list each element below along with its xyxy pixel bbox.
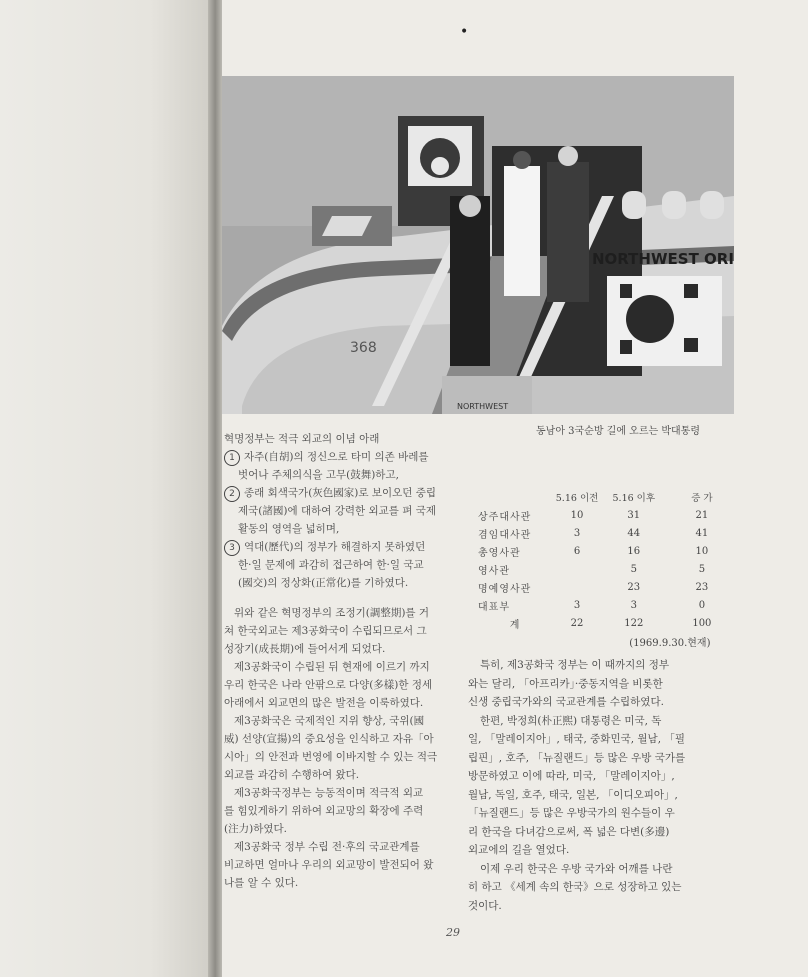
- column-header: 5.16 이후: [612, 493, 656, 504]
- list-item-text: 한·일 문제에 과감히 접근하여 한·일 국교: [238, 559, 424, 571]
- paragraph-line: 우리 한국은 나라 안팎으로 다양(多樣)한 정세: [224, 679, 433, 691]
- list-item-text: (國交)의 정상화(正常化)를 기하였다.: [238, 577, 409, 589]
- paragraph-line: 나를 알 수 있다.: [224, 877, 299, 889]
- list-item-text: 활동의 영역을 넓히며,: [238, 523, 340, 535]
- list-item-text: 종래 회색국가(灰色國家)로 보이오던 중립: [244, 487, 437, 499]
- paragraph-line: 「뉴질랜드」등 많은 우방국가의 원수들이 우: [468, 807, 675, 819]
- list-item-text: 역대(歷代)의 정부가 해결하지 못하였던: [244, 541, 426, 553]
- cell-increase: 21: [695, 509, 709, 521]
- row-label: 상주대사관: [478, 511, 532, 523]
- paragraph-line: 히 하고 《세계 속의 한국》으로 성장하고 있는: [468, 881, 682, 893]
- stair-text: NORTHWEST: [457, 402, 509, 411]
- plane-livery-text: NORTHWEST ORI: [592, 250, 734, 268]
- paragraph-line: 리 한국을 다녀감으로써, 폭 넓은 다변(多邊): [468, 825, 670, 838]
- cell-before: 3: [573, 527, 581, 539]
- table-row: [478, 506, 738, 524]
- paragraph-line: 쳐 한국외교는 제3공화국이 수립되므로서 그: [224, 625, 427, 637]
- cell-after: 16: [627, 545, 641, 557]
- paragraph-line: 제3공화국 정부 수립 전·후의 국교관계를: [234, 841, 420, 853]
- cell-increase: 0: [698, 599, 706, 611]
- table-note-row: [478, 632, 738, 650]
- table-row: [478, 596, 738, 614]
- table-row: [478, 578, 738, 596]
- cell-before: [552, 578, 602, 596]
- cell-increase: 23: [695, 581, 709, 593]
- list-item-text: 벗어나 주체의식을 고무(鼓舞)하고,: [238, 469, 399, 481]
- paragraph-line: 외교에의 길을 열었다.: [468, 844, 570, 856]
- paragraph-line: 아래에서 외교면의 많은 발전을 이룩하였다.: [224, 697, 424, 709]
- paragraph-line: 와는 달리, 「아프리카」·중동지역을 비롯한: [468, 677, 663, 690]
- paragraph-line: 이제 우리 한국은 우방 국가와 어깨를 나란: [480, 862, 673, 875]
- row-label: 계: [509, 619, 521, 631]
- paragraph-line: 한편, 박정희(朴正熙) 대통령은 미국, 독: [480, 714, 662, 727]
- cell-after: 3: [630, 599, 637, 611]
- airplane-photo: [222, 76, 734, 414]
- left-text-column: [224, 430, 456, 892]
- paragraph-line: 월남, 독일, 호주, 태국, 일본, 「이디오피아」,: [468, 788, 678, 801]
- cell-after: 31: [627, 509, 641, 521]
- paragraph-line: 립핀」, 호주, 「뉴질랜드」등 많은 우방 국가를: [468, 751, 686, 764]
- row-label: 겸임대사관: [478, 529, 532, 541]
- cell-before: 6: [573, 545, 581, 557]
- row-label: 명예영사관: [478, 583, 532, 595]
- paragraph-line: (注力)하였다.: [224, 823, 287, 835]
- list-item-text: 자주(自胡)의 정신으로 타미 의존 바레를: [244, 451, 429, 463]
- paragraph-line: 威) 선양(宣揚)의 중요성을 인식하고 자유「아: [224, 733, 434, 745]
- row-label: 대표부: [478, 601, 510, 613]
- list-item-text: 제국(諸國)에 대하여 강력한 외교를 펴 국제: [238, 505, 437, 517]
- cell-increase: 5: [698, 563, 706, 575]
- paragraph-line: 제3공화국이 수립된 뒤 현재에 이르기 까지: [234, 661, 430, 673]
- number-badge: 1: [224, 450, 240, 466]
- paragraph-line: 제3공화국정부는 능동적이며 적극적 외교: [234, 787, 424, 799]
- number-badge: 3: [224, 540, 240, 556]
- photo-caption: 동남아 3국순방 길에 오르는 박대통령: [536, 426, 700, 437]
- paragraph-line: 일, 「말레이지아」, 태국, 중화민국, 월남, 「필: [468, 733, 686, 745]
- column-header: 5.16 이전: [555, 493, 599, 504]
- cell-increase: 10: [695, 545, 709, 557]
- cell-before: [552, 560, 602, 578]
- paragraph-line: 신생 중립국가와의 국교관계를 수립하였다.: [468, 696, 664, 708]
- paragraph-line: 외교를 과감히 수행하여 왔다.: [224, 769, 360, 781]
- table-row: [478, 542, 738, 560]
- row-label: 영사관: [478, 565, 510, 577]
- number-badge: 2: [224, 486, 240, 502]
- cell-increase: 100: [692, 617, 712, 629]
- intro-line: 혁명정부는 적극 외교의 이념 아래: [224, 433, 380, 445]
- cell-after: 23: [627, 581, 641, 593]
- paragraph-line: 를 힘있게하기 위하여 외교망의 확장에 주력: [224, 805, 424, 817]
- paragraph-line: 방문하였고 이에 따라, 미국, 「말레이지아」,: [468, 770, 675, 782]
- paragraph-line: 특히, 제3공화국 정부는 이 때까지의 정부: [480, 659, 669, 671]
- cell-before: 3: [573, 599, 581, 611]
- table-row: [478, 524, 738, 542]
- column-header: 증 가: [691, 493, 713, 504]
- table-total-row: [478, 614, 738, 632]
- cell-after: 5: [630, 563, 637, 575]
- page-number: 29: [446, 926, 460, 939]
- cell-after: 44: [627, 527, 641, 539]
- right-text-column: [468, 656, 746, 915]
- paragraph-line: 비교하면 얼마나 우리의 외교망이 발전되어 왔: [224, 859, 434, 871]
- cell-before: 10: [570, 509, 584, 521]
- row-label: 총영사관: [478, 547, 521, 559]
- cell-after: 122: [624, 617, 644, 629]
- airplane-photo-illustration: [222, 76, 734, 414]
- list-item: [224, 538, 456, 556]
- paragraph-line: 제3공화국은 국제적인 지위 향상, 국위(國: [234, 715, 425, 727]
- paragraph-line: 위와 같은 혁명정부의 조정기(調整期)를 거: [234, 607, 430, 619]
- print-mark: •: [460, 24, 469, 40]
- list-item: [224, 448, 456, 466]
- paragraph-line: 시아」의 안전과 번영에 이바지할 수 있는 적극: [224, 751, 438, 763]
- table-row: [478, 560, 738, 578]
- left-page-blank: [0, 0, 214, 977]
- table-date-note: (1969.9.30.현재): [629, 637, 711, 649]
- paragraph-line: 성장기(成長期)에 들어서게 되었다.: [224, 643, 386, 655]
- table-header-row: [478, 488, 738, 506]
- cell-increase: 41: [695, 527, 709, 539]
- paragraph-line: 것이다.: [468, 899, 502, 912]
- list-item: [224, 484, 456, 502]
- cell-before: 22: [570, 617, 584, 629]
- plane-number: 368: [350, 340, 377, 356]
- embassy-table: [478, 488, 738, 650]
